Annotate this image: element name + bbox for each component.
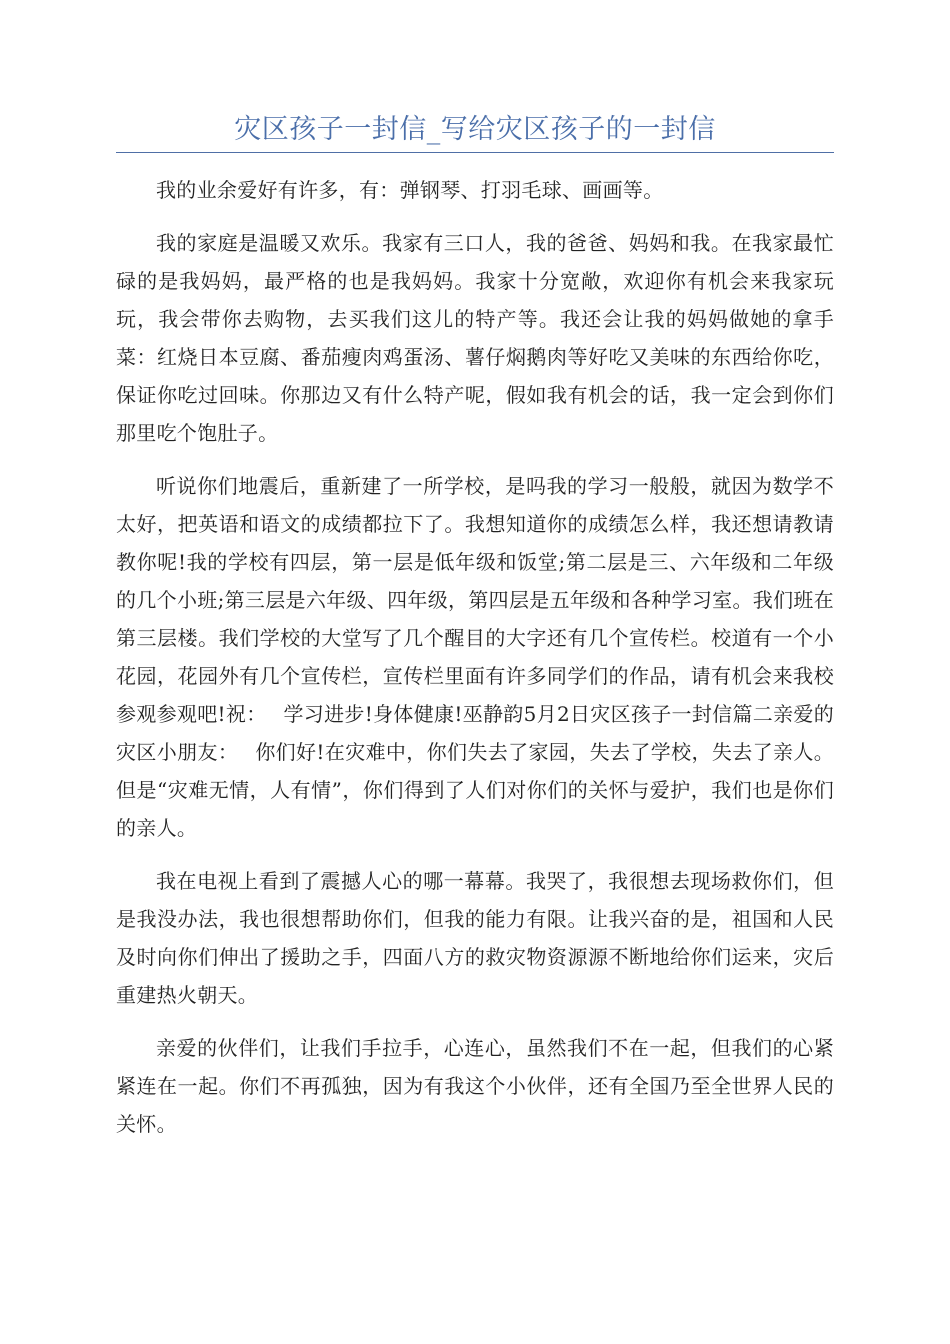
- paragraph-family: 我的家庭是温暖又欢乐。我家有三口人，我的爸爸、妈妈和我。在我家最忙碌的是我妈妈，最严格的也是我妈妈。我家十分宽敞，欢迎你有机会来我家玩玩，我会带你去购物，去买我们这儿的特产等。我还会让我的妈妈做她的拿手菜：红烧日本豆腐、番茄瘦肉鸡蛋汤、薯仔焖鹅肉等好吃又美味的东西给你吃，保证你吃过回味。你那边又有什么特产呢，假如我有机会的话，我一定会到你们那里吃个饱肚子。: [116, 231, 834, 445]
- title-underline: [116, 152, 834, 153]
- paragraph-closing: 亲爱的伙伴们，让我们手拉手，心连心，虽然我们不在一起，但我们的心紧紧连在一起。你们不再孤独，因为有我这个小伙伴，还有全国乃至全世界人民的关怀。: [116, 1036, 834, 1136]
- document-title: 灾区孩子一封信_写给灾区孩子的一封信: [234, 114, 716, 145]
- paragraph-tv: 我在电视上看到了震撼人心的哪一幕幕。我哭了，我很想去现场救你们，但是我没办法，我也很想帮助你们，但我的能力有限。让我兴奋的是，祖国和人民及时向你们伸出了援助之手，四面八方的救灾物资源源不断地给你们运来，灾后重建热火朝天。: [116, 869, 834, 1007]
- paragraph-school: 听说你们地震后，重新建了一所学校，是吗我的学习一般般，就因为数学不太好，把英语和语文的成绩都拉下了。我想知道你的成绩怎么样，我还想请教请教你呢!我的学校有四层，第一层是低年级和饭堂;第二层是三、六年级和二年级的几个小班;第三层是六年级、四年级，第四层是五年级和各种学习室。我们班在第三层楼。我们学校的大堂写了几个醒目的大字还有几个宣传栏。校道有一个小花园，花园外有几个宣传栏，宣传栏里面有许多同学们的作品，请有机会来我校参观参观吧!祝： 学习进步!身体健康!巫静韵5月2日灾区孩子一封信篇二亲爱的灾区小朋友： 你们好!在灾难中，你们失去了家园，失去了学校，失去了亲人。但是“灾难无情，人有情”，你们得到了人们对你们的关怀与爱护，我们也是你们的亲人。: [116, 474, 834, 840]
- document-page: [116, 110, 834, 1158]
- paragraph-hobbies: 我的业余爱好有许多，有：弹钢琴、打羽毛球、画画等。: [156, 178, 664, 202]
